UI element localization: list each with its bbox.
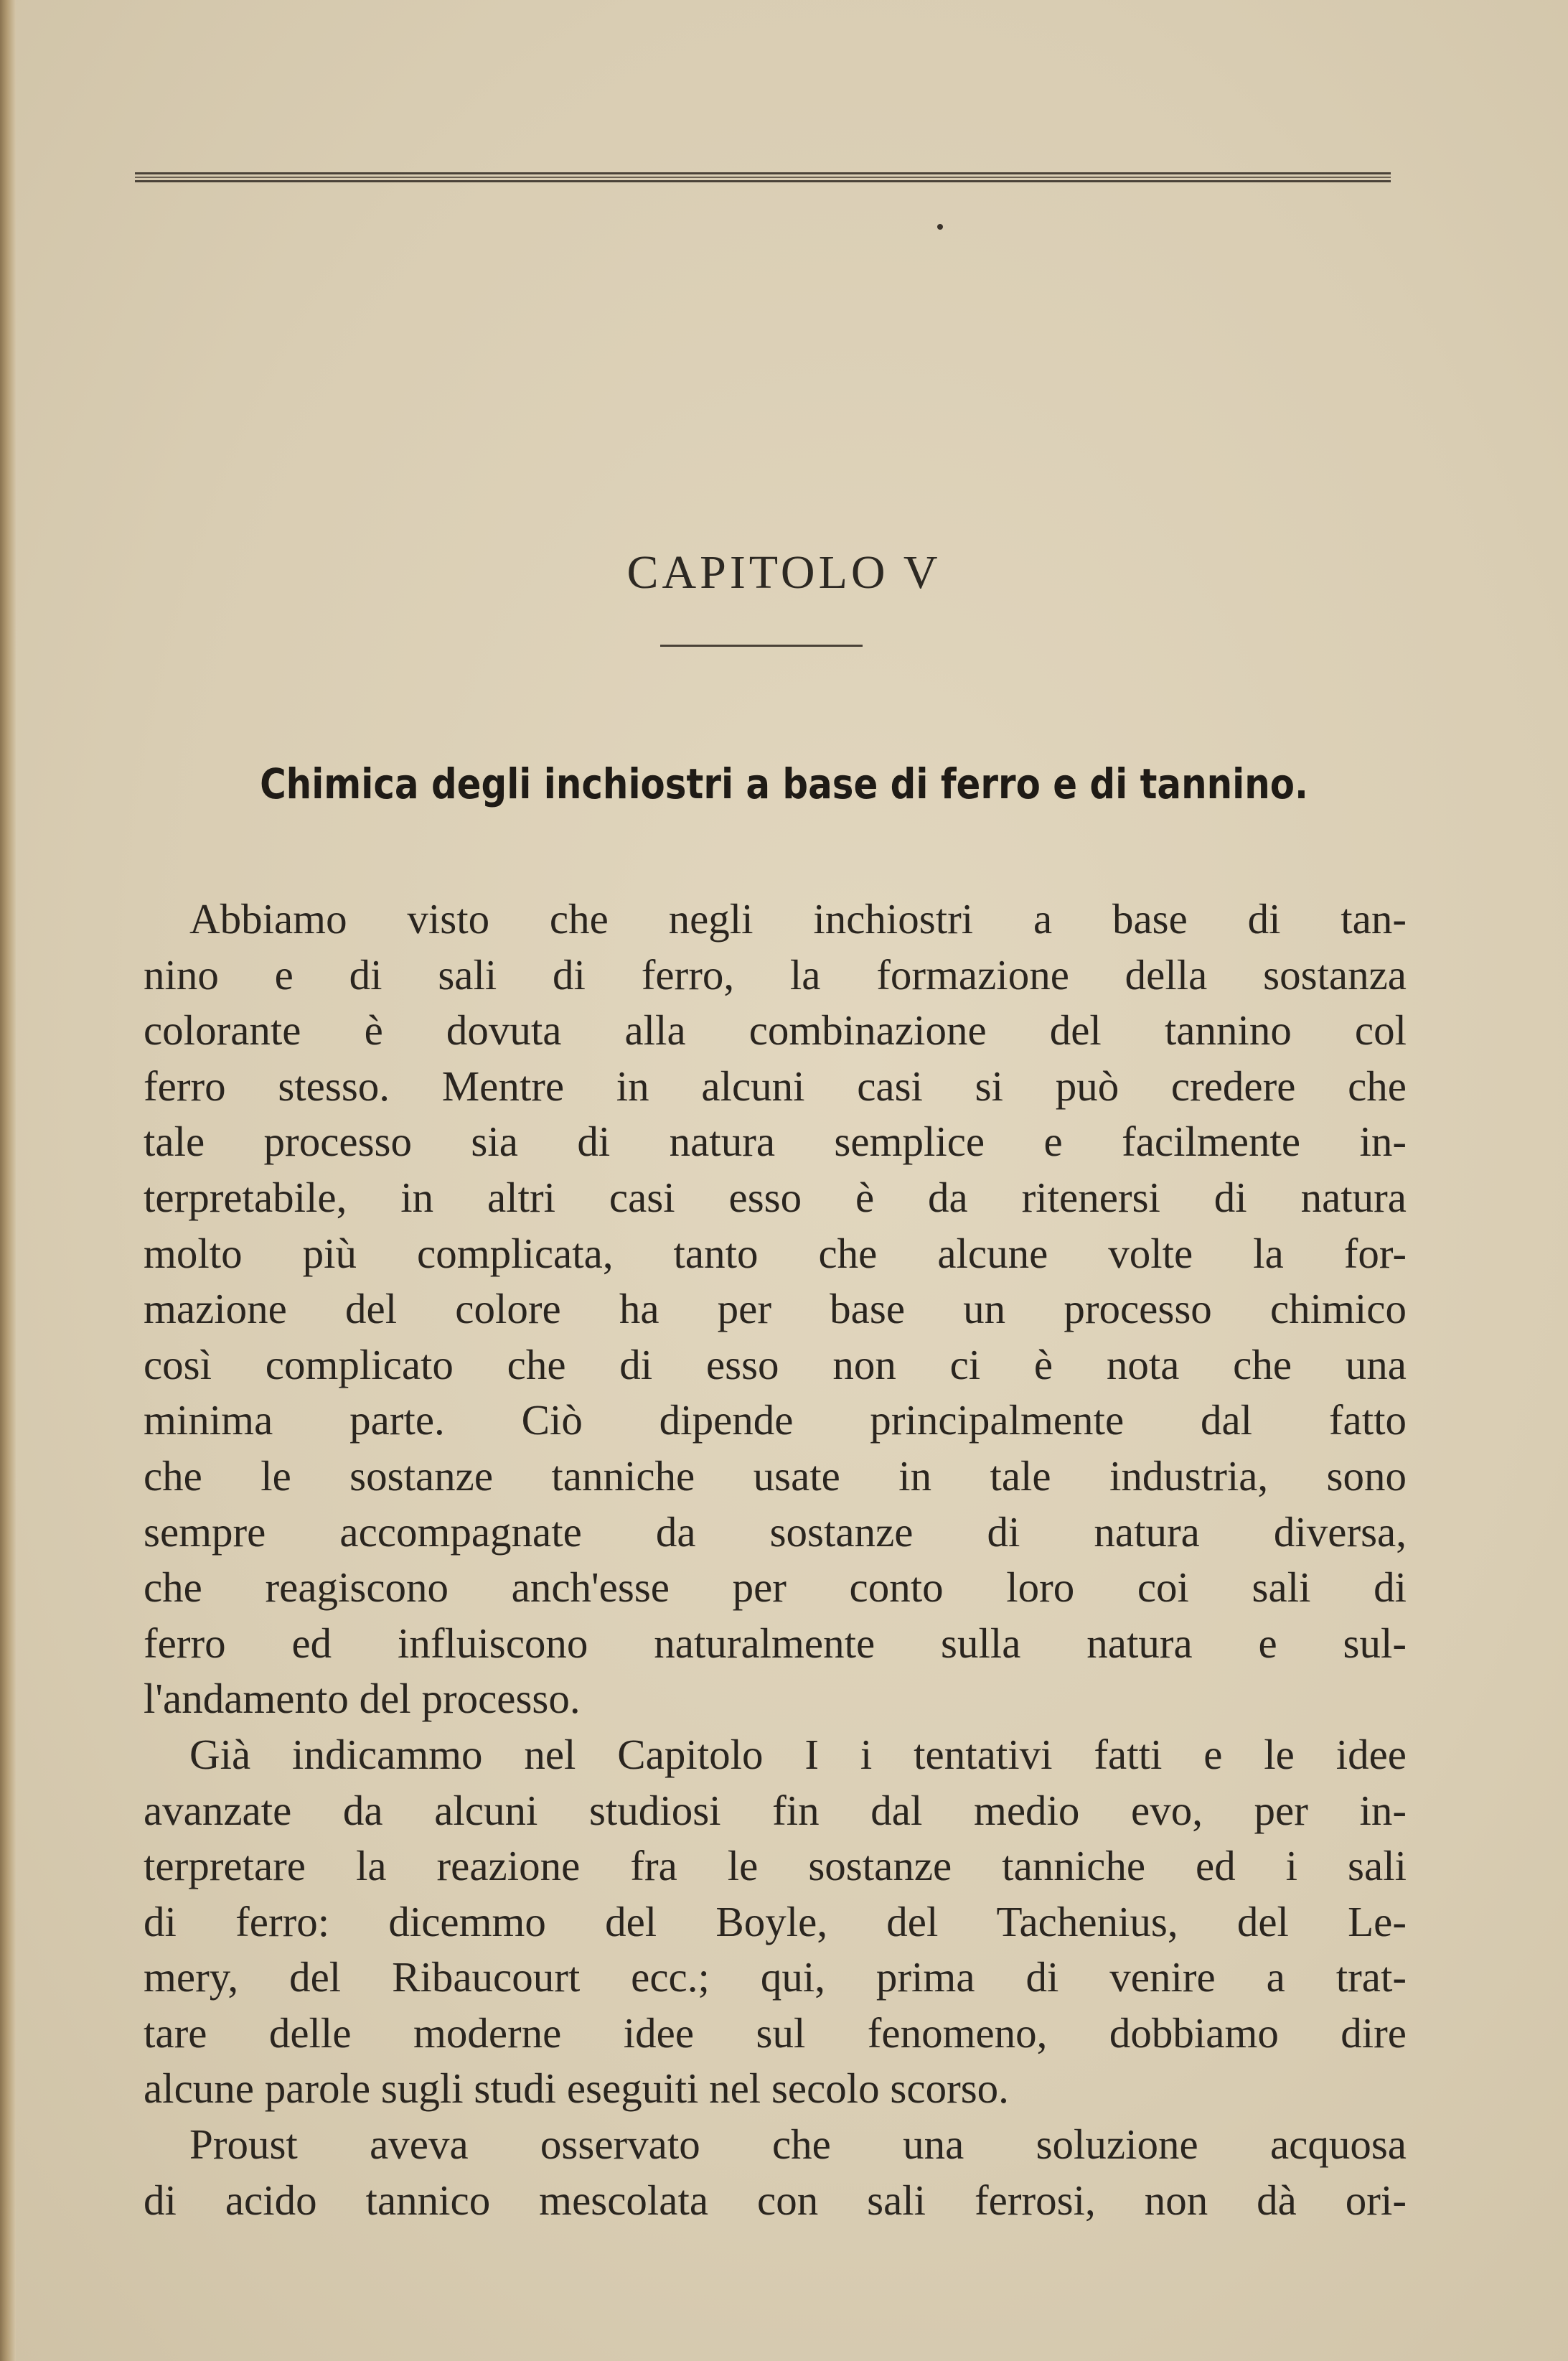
- text-line: nino e di sali di ferro, la formazione della sostanza: [144, 950, 1407, 999]
- text-line: di acido tannico mescolata con sali ferrosi, non dà ori-: [144, 2176, 1407, 2224]
- body-text: [144, 892, 1407, 2228]
- text-line: così complicato che di esso non ci è nota che una: [144, 1340, 1407, 1388]
- text-line: terpretare la reazione fra le sostanze tanniche ed i sali: [144, 1842, 1407, 1890]
- text-line: tare delle moderne idee sul fenomeno, dobbiamo dire: [144, 2009, 1407, 2057]
- text-line: ferro ed influiscono naturalmente sulla natura e sul-: [144, 1619, 1407, 1667]
- text-line: che le sostanze tanniche usate in tale industria, sono: [144, 1451, 1407, 1500]
- text-line: ferro stesso. Mentre in alcuni casi si può credere che: [144, 1062, 1407, 1110]
- text-line: terpretabile, in altri casi esso è da ritenersi di natura: [144, 1173, 1407, 1221]
- text-line: sempre accompagnate da sostanze di natura diversa,: [144, 1507, 1407, 1556]
- text-line: Proust aveva osservato che una soluzione acquosa: [189, 2121, 1407, 2169]
- chapter-heading: CAPITOLO V: [626, 546, 942, 599]
- text-line: alcune parole sugli studi eseguiti nel secolo scorso.: [144, 2065, 1009, 2113]
- text-line: minima parte. Ciò dipende principalmente dal fatto: [144, 1396, 1407, 1444]
- text-line: l'andamento del processo.: [144, 1675, 581, 1723]
- paragraph-1: [144, 892, 1407, 1727]
- text-line: tale processo sia di natura semplice e facilmente in-: [144, 1118, 1407, 1166]
- text-line: Già indicammo nel Capitolo I i tentativi fatti e le idee: [189, 1730, 1407, 1778]
- header-double-rule: [135, 172, 1391, 182]
- chapter-title: Chimica degli inchiostri a base di ferro e di tannino.: [260, 759, 1308, 808]
- page-binding-edge: [0, 0, 16, 2361]
- text-line: mery, del Ribaucourt ecc.; qui, prima di venire a trat-: [144, 1953, 1407, 2001]
- chapter-divider-rule: [660, 645, 863, 647]
- text-line: Abbiamo visto che negli inchiostri a base di tan-: [189, 895, 1407, 943]
- text-line: mazione del colore ha per base un processo chimico: [144, 1285, 1407, 1333]
- text-line: avanzate da alcuni studiosi fin dal medio evo, per in-: [144, 1786, 1407, 1834]
- text-line: di ferro: dicemmo del Boyle, del Tachenius, del Le-: [144, 1897, 1407, 1945]
- ink-speck: [937, 224, 943, 230]
- paragraph-2: [144, 1727, 1407, 2117]
- text-line: molto più complicata, tanto che alcune volte la for-: [144, 1229, 1407, 1277]
- paragraph-3: [144, 2117, 1407, 2228]
- text-line: che reagiscono anch'esse per conto loro coi sali di: [144, 1563, 1407, 1612]
- text-line: colorante è dovuta alla combinazione del tannino col: [144, 1006, 1407, 1055]
